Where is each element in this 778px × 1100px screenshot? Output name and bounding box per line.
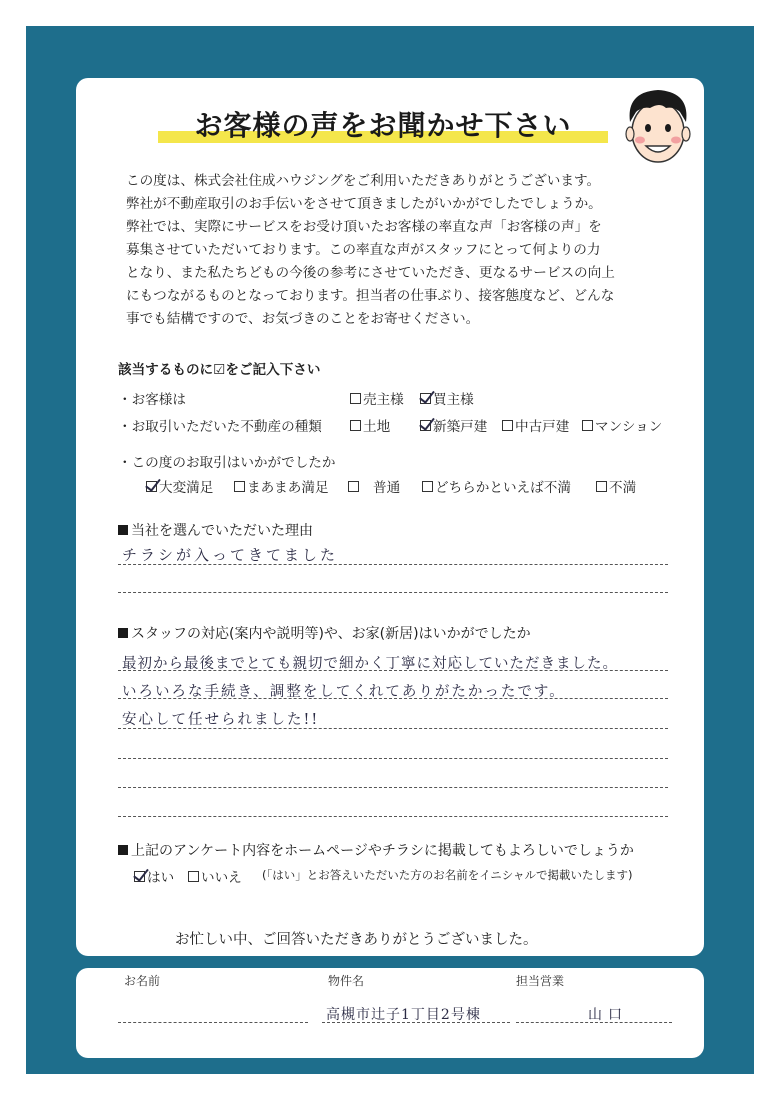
publish-heading [118,840,634,860]
staff-answer-1[interactable]: 最初から最後までとても親切で細かく丁寧に対応していただきました。 [122,656,618,672]
option-buyer[interactable] [420,388,474,408]
reason-heading [118,520,313,540]
intro-text [126,170,676,331]
intro-line: 募集させていただいております。この率直な声がスタッフにとって何よりの力 [126,242,601,258]
instruction-text: 該当するものに☑をご記入下さい [118,362,321,378]
option-label: 中古戸建 [515,419,570,435]
option-label: 大変満足 [159,480,214,496]
property-label: 物件名 [328,974,365,988]
option-neutral[interactable] [348,476,400,496]
answer-line [118,787,668,788]
reason-heading-text: 当社を選んでいただいた理由 [131,523,313,539]
option-publish-yes[interactable] [134,866,174,886]
property-value[interactable]: 高槻市辻子1丁目2号棟 [326,1007,481,1023]
option-label: どちらかといえば不満 [435,480,571,496]
option-publish-no[interactable] [188,866,242,886]
staff-heading [118,623,531,643]
checkbox[interactable] [188,871,199,882]
square-bullet-icon [118,525,128,535]
checkbox[interactable] [502,420,513,431]
checkbox[interactable] [234,481,245,492]
staff-heading-text: スタッフの対応(案内や説明等)や、お家(新居)はいかがでしたか [131,626,531,642]
option-label: 不満 [609,480,637,496]
mascot-face-icon [620,82,696,170]
answer-line [118,758,668,759]
option-somewhat-dissatisfied[interactable] [422,476,571,496]
intro-line: 弊社では、実際にサービスをお受け頂いたお客様の率直な声「お客様の声」を [126,219,602,235]
checkbox[interactable] [420,393,431,404]
option-used-house[interactable] [502,415,569,435]
intro-line: この度は、株式会社住成ハウジングをご利用いただきありがとうございます。 [126,173,601,189]
option-label: いいえ [201,870,242,886]
checkbox[interactable] [596,481,607,492]
option-dissatisfied[interactable] [596,476,636,496]
option-label: 普通 [373,480,401,496]
option-label: マンション [595,419,663,435]
option-label: 売主様 [363,392,404,408]
publish-heading-text: 上記のアンケート内容をホームページやチラシに掲載してもよろしいでしょうか [131,843,634,859]
option-label: 新築戸建 [433,419,488,435]
intro-line: 弊社が不動産取引のお手伝いをさせて頂きましたがいかがでしたでしょうか。 [126,196,602,212]
option-label: 買主様 [433,392,474,408]
checkbox[interactable] [350,393,361,404]
checkbox[interactable] [146,481,157,492]
option-land[interactable] [350,415,390,435]
option-somewhat-satisfied[interactable] [234,476,329,496]
option-label: はい [147,870,175,886]
checkbox[interactable] [350,420,361,431]
staff-answer-2[interactable]: いろいろな手続き、調整をしてくれてありがたかったです。 [122,684,566,700]
checkbox[interactable] [420,420,431,431]
staff-label: 担当営業 [516,974,565,988]
answer-line [118,698,668,699]
intro-line: 事でも結構ですので、お気づきのことをお寄せください。 [126,311,480,327]
name-label: お名前 [124,974,161,988]
name-line [118,1022,308,1023]
staff-value[interactable]: 山口 [588,1007,628,1023]
option-label: 土地 [363,419,391,435]
answer-line [118,816,668,817]
thanks-message: お忙しい中、ご回答いただきありがとうございました。 [175,932,538,948]
property-type-label: ・お取引いただいた不動産の種類 [118,419,322,435]
answer-line [118,592,668,593]
option-very-satisfied[interactable] [146,476,213,496]
option-label: まあまあ満足 [247,480,329,496]
answer-line [118,564,668,565]
square-bullet-icon [118,628,128,638]
square-bullet-icon [118,845,128,855]
option-mansion[interactable] [582,415,662,435]
intro-line: にもつながるものとなっております。担当者の仕事ぶり、接客態度など、どんな [126,288,615,304]
reason-answer[interactable]: チラシが入ってきてました [122,546,339,564]
option-new-house[interactable] [420,415,487,435]
checkbox[interactable] [348,481,359,492]
checkbox[interactable] [134,871,145,882]
customer-type-label: ・お客様は [118,392,186,408]
satisfaction-label: ・この度のお取引はいかがでしたか [118,455,336,471]
staff-answer-3[interactable]: 安心して任せられました!! [122,712,320,728]
publish-note: (「はい」とお答えいただいた方のお名前をイニシャルで掲載いたします) [262,868,633,882]
checkbox[interactable] [582,420,593,431]
answer-line [118,728,668,729]
intro-line: となり、また私たちどもの今後の参考にさせていただき、更なるサービスの向上 [126,265,615,281]
answer-line [118,670,668,671]
survey-title: お客様の声をお聞かせ下さい [158,106,608,146]
checkbox[interactable] [422,481,433,492]
option-seller[interactable] [350,388,404,408]
